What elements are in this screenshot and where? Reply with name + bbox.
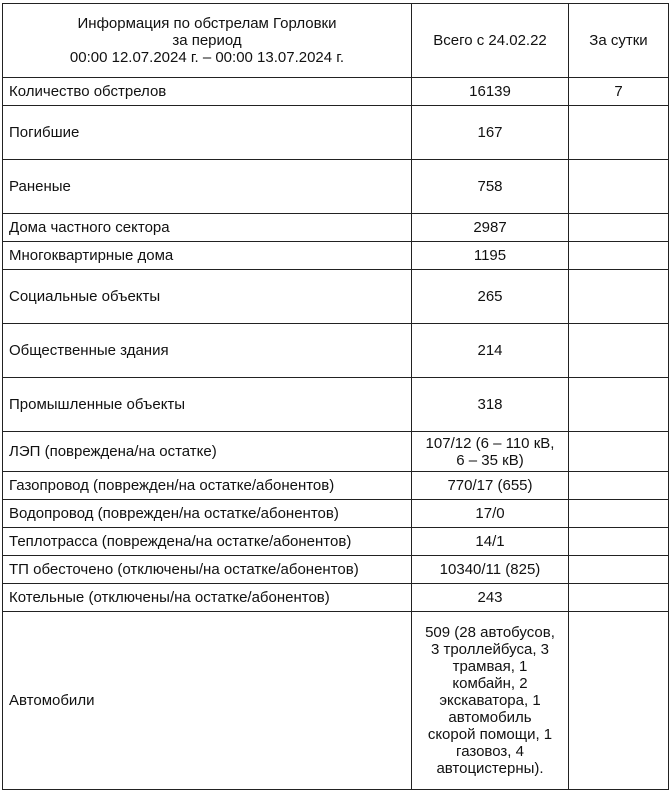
- row-total-text: комбайн, 2: [452, 675, 528, 692]
- row-day: [569, 528, 669, 556]
- row-total-text: 265: [477, 288, 503, 305]
- row-total: [412, 160, 569, 214]
- row-total-text: 2987: [473, 219, 507, 236]
- title-line: 00:00 12.07.2024 г. – 00:00 13.07.2024 г.: [69, 49, 345, 66]
- row-label: [3, 432, 412, 472]
- row-label-text: Многоквартирные дома: [9, 247, 174, 264]
- row-total-text: 3 троллейбуса, 3: [430, 641, 550, 658]
- row-label-text: Водопровод: [9, 505, 94, 522]
- row-label-note: (поврежден/на остатке/абонентов): [93, 505, 339, 522]
- row-label-text: Общественные здания: [9, 342, 169, 359]
- row-label-text: Раненые: [9, 178, 71, 195]
- row-label-text: Газопровод: [9, 477, 89, 494]
- row-label: [3, 528, 412, 556]
- table-row: [3, 528, 669, 556]
- row-label: [3, 78, 412, 106]
- row-total-text: автоцистерны).: [436, 760, 544, 777]
- row-label-note: (повреждена/на остатке): [40, 443, 217, 460]
- row-label-note: (отключены/на остатке/абонентов): [84, 589, 330, 606]
- row-day: [569, 270, 669, 324]
- shelling-report-table: [2, 3, 669, 790]
- row-total: [412, 378, 569, 432]
- row-total-text: 214: [477, 342, 503, 359]
- row-label-text: Автомобили: [9, 692, 95, 709]
- row-total: [412, 584, 569, 612]
- row-day: [569, 214, 669, 242]
- row-label: [3, 160, 412, 214]
- row-label-note: (повреждена/на остатке/абонентов): [97, 533, 352, 550]
- row-total-text: 770/17 (655): [447, 477, 533, 494]
- row-total-text: 318: [477, 396, 503, 413]
- table-row: [3, 584, 669, 612]
- row-day: 7: [569, 78, 669, 106]
- table-row: [3, 214, 669, 242]
- row-total-text: 17/0: [475, 505, 505, 522]
- row-total: [412, 242, 569, 270]
- row-total: [412, 472, 569, 500]
- row-total-text: трамвая, 1: [452, 658, 528, 675]
- row-total-text: 1195: [473, 247, 507, 264]
- row-total-text: 509 (28 автобусов,: [425, 624, 555, 641]
- row-total: [412, 324, 569, 378]
- row-total-text: экскаватора, 1: [439, 692, 541, 709]
- row-total-text: 243: [477, 589, 503, 606]
- row-label-text: Котельные: [9, 589, 85, 606]
- row-label: [3, 612, 412, 790]
- table-row: [3, 500, 669, 528]
- row-label-note: (поврежден/на остатке/абонентов): [88, 477, 335, 494]
- row-label-note: (отключены/на остатке/абонентов): [113, 561, 359, 578]
- row-total: [412, 106, 569, 160]
- table-row: [3, 556, 669, 584]
- row-label-text: Количество обстрелов: [9, 83, 167, 100]
- row-total-text: 167: [477, 124, 503, 141]
- row-label-text: Теплотрасса: [9, 533, 98, 550]
- row-day: [569, 556, 669, 584]
- table-row: [3, 324, 669, 378]
- row-total-text: 758: [477, 178, 503, 195]
- table-row: [3, 612, 669, 790]
- row-label-text: Дома частного сектора: [9, 219, 170, 236]
- row-day: [569, 472, 669, 500]
- table-row: [3, 242, 669, 270]
- row-label-text: ЛЭП: [9, 443, 41, 460]
- row-total-text: 107/12 (6 – 110 кВ,: [425, 434, 555, 452]
- row-label-text: Социальные объекты: [9, 288, 161, 305]
- row-label: [3, 324, 412, 378]
- row-total: [412, 612, 569, 790]
- header-row: [3, 4, 669, 78]
- row-total-text: 14/1: [475, 533, 505, 550]
- row-label: [3, 270, 412, 324]
- row-total-text: 6 – 35 кВ): [456, 451, 524, 469]
- row-total: [412, 556, 569, 584]
- row-total: [412, 528, 569, 556]
- row-label-text: Промышленные объекты: [9, 396, 186, 413]
- row-label: [3, 556, 412, 584]
- row-day: [569, 324, 669, 378]
- row-label: [3, 106, 412, 160]
- row-label: [3, 584, 412, 612]
- row-day: [569, 378, 669, 432]
- table-row: [3, 106, 669, 160]
- row-total-text: скорой помощи, 1: [427, 726, 553, 743]
- table-row: [3, 432, 669, 472]
- row-total: [412, 78, 569, 106]
- row-day: [569, 500, 669, 528]
- table-row: [3, 270, 669, 324]
- row-total-text: автомобиль: [448, 709, 532, 726]
- table-row: [3, 160, 669, 214]
- row-label-text: ТП обесточено: [9, 561, 114, 578]
- row-label: [3, 472, 412, 500]
- row-day: [569, 612, 669, 790]
- title-line: Информация по обстрелам Горловки: [77, 15, 337, 32]
- row-total-text: газовоз, 4: [456, 743, 524, 760]
- row-day: [569, 432, 669, 472]
- column-header-total: Всего с 24.02.22: [412, 4, 569, 78]
- row-label: [3, 214, 412, 242]
- row-label: [3, 500, 412, 528]
- row-total: [412, 500, 569, 528]
- row-total: [412, 432, 569, 472]
- row-day: [569, 106, 669, 160]
- table-row: [3, 378, 669, 432]
- row-label: [3, 242, 412, 270]
- column-header-day: За сутки: [569, 4, 669, 78]
- row-day: [569, 242, 669, 270]
- table-row: [3, 472, 669, 500]
- row-total: [412, 270, 569, 324]
- report-title: [3, 4, 412, 78]
- row-total-text: 10340/11 (825): [439, 561, 541, 578]
- row-label-text: Погибшие: [9, 124, 80, 141]
- row-total-text: 16139: [469, 83, 511, 100]
- row-total: [412, 214, 569, 242]
- table-row: [3, 78, 669, 106]
- row-day: [569, 160, 669, 214]
- row-day: [569, 584, 669, 612]
- title-line: за период: [172, 32, 242, 49]
- row-label: [3, 378, 412, 432]
